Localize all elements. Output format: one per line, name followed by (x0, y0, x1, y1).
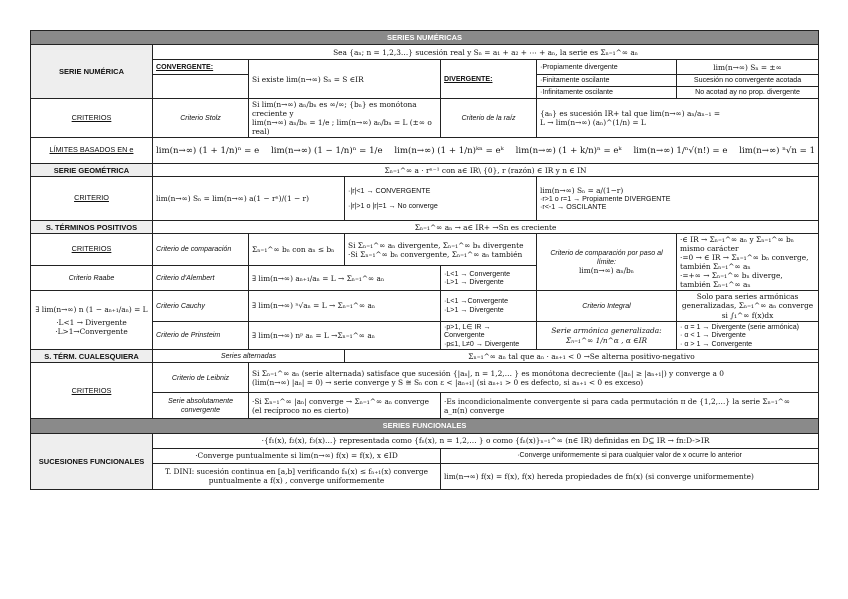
convergente-label: CONVERGENTE: (153, 60, 249, 75)
geometrica-case-right-0: lim(n→∞) Sₙ = a/(1−r) (540, 185, 624, 195)
paso-case-0: ·∈ IR → Σₙ₌₁^∞ aₙ y Σₙ₌₁^∞ bₙ mismo carácter (680, 235, 794, 254)
limite-formula-3: lim(n→∞) (1 + k/n)ⁿ = eᵏ (515, 145, 622, 156)
comparacion-res-0: Si Σₙ₌₁^∞ aₙ divergente, Σₙ₌₁^∞ bₙ divergente (348, 240, 524, 250)
geometrica-definition: Σₙ₌₁^∞ a · rⁿ⁻¹ con a∈ IR\ {0}, r (razón) ∈ IR y n ∈ IN (153, 164, 819, 177)
cauchy-case-0: ·L<1 →Convergente (444, 297, 509, 306)
prinsteim-formula: ∃ lim(n→∞) nᵖ aₙ = L →Σₙ₌₁^∞ aₙ (249, 321, 441, 350)
raabe-formula: ∃ lim(n→∞) n (1 − aₙ₊₁/aₙ) = L (35, 304, 148, 314)
raiz-text-1: {aₙ} es sucesión IR+ tal que lim(n→∞) aₙ/aₙ₋₁ = (540, 109, 721, 119)
limite-formula-4: lim(n→∞) 1/ⁿ√(n!) = e (633, 145, 728, 156)
geometrica-case-right-1: ·r>1 o r=1 → Propiamente DIVERGENTE (540, 194, 671, 203)
armonica-case-0: · α = 1 → Divergente (serie armónica) (680, 322, 800, 331)
paso-limite-formula: lim(n→∞) aₙ/bₙ (579, 266, 634, 276)
paso-limite-cases (677, 234, 819, 291)
alternadas-definition: Σₙ₌₁^∞ aₙ tal que aₙ · aₙ₊₁ < 0 →Se alterna positivo-negativo (345, 350, 819, 363)
stolz-text (249, 99, 441, 138)
label-criterios-positivos: CRITERIOS (31, 234, 153, 266)
armonica-case-2: · α > 1 → Convergente (680, 339, 753, 348)
label-serie-numerica: SERIE NUMÉRICA (31, 45, 153, 99)
leibniz-text-2: (lim(n→∞) |aₙ| = 0) → serie converge y S ≅ Sₙ con ε < |aₙ₊₁| (si aₙ₊₁ > 0 es defecto, si aₙ₊₁ < 0 es exceso) (252, 377, 644, 387)
limite-formula-5: lim(n→∞) ⁿ√n = 1 (739, 145, 816, 156)
convergente-spacer (153, 75, 249, 99)
funcionales-hereda: lim(n→∞) f(x) = f(x), f(x) hereda propiedades de fn(x) (si converge uniformemente) (441, 463, 819, 489)
funcionales-puntual: ·Converge puntualmente si lim(n→∞) f(x) = f(x), x ∈ID (153, 448, 441, 463)
dalembert-case-1: ·L>1 → Divergente (444, 278, 504, 287)
geometrica-case-mid-1: ·|r|>1 o |r|=1 → No converge (348, 201, 438, 210)
raiz-text (537, 99, 819, 138)
div-item-desc-2: No acotad ay no prop. divergente (677, 87, 819, 99)
absoluta-text: ·Si Σₙ₌₁^∞ |aₙ| converge → Σₙ₌₁^∞ aₙ converge (el recíproco no es cierto) (249, 393, 441, 419)
comparacion-cond: Σₙ₌₁^∞ bₙ con aₙ ≤ bₙ (249, 234, 345, 266)
incondicional-text: ·Es incondicionalmente convergente si para cada permutación π de {1,2,…} la serie Σₙ₌₁^∞ a_π(n) converge (441, 393, 819, 419)
label-limites: LÍMITES BASADOS EN e (31, 138, 153, 164)
title-series-numericas: SERIES NUMÉRICAS (31, 31, 819, 45)
series-alternadas: Series alternadas (153, 350, 345, 363)
divergente-label: DIVERGENTE: (441, 60, 537, 99)
leibniz-text (249, 363, 819, 393)
label-criterios-cualesquiera: CRITERIOS (31, 363, 153, 419)
stolz-name: Criterio Stolz (153, 99, 249, 138)
geometrica-cases-mid (345, 177, 537, 221)
label-criterios-1: CRITERIOS (31, 99, 153, 138)
leibniz-name: Criterio de Leibniz (153, 363, 249, 393)
prinsteim-name: Criterio de Prinsteim (153, 321, 249, 350)
div-item-name-1: ·Finitamente oscilante (537, 75, 677, 87)
limite-formula-0: lim(n→∞) (1 + 1/n)ⁿ = e (156, 145, 260, 156)
paso-limite-name (537, 234, 677, 291)
funcionales-uniforme: ·Converge uniformemente si para cualquier valor de x ocurre lo anterior (441, 448, 819, 463)
comparacion-res (345, 234, 537, 266)
geometrica-case-right-2: ·r<-1 → OSCILANTE (540, 203, 607, 212)
limites-formulas (153, 138, 819, 164)
div-item-name-0: ·Propiamente divergente (537, 60, 677, 75)
positivos-definition: Σₙ₌₁^∞ aₙ → a∈ IR+ →Sn es creciente (153, 221, 819, 234)
limite-formula-2: lim(n→∞) (1 + 1/n)ᵏⁿ = eᵏ (394, 145, 504, 156)
raabe-case-0: ·L<1 → Divergente (56, 317, 127, 327)
integral-name: Criterio Integral (537, 291, 677, 321)
stolz-text-2: lim(n→∞) aₙ/bₙ = 1/e ; lim(n→∞) aₙ/bₙ = L (±∞ o real) (252, 118, 432, 137)
prinsteim-case-0: ·p>1, L∈ IR → Convergente (444, 322, 491, 340)
label-sucesiones-funcionales: SUCESIONES FUNCIONALES (31, 433, 153, 489)
label-criterio-geometrica: CRITERIO (31, 177, 153, 221)
raabe-block (31, 291, 153, 350)
div-item-desc-0: lim(n→∞) Sₙ = ±∞ (677, 60, 819, 75)
paso-case-2: ·=+∞ → Σₙ₌₁^∞ bₙ diverge, también Σₙ₌₁^∞ aₙ (680, 271, 783, 290)
armonica-case-1: · α < 1 → Divergente (680, 331, 746, 340)
series-table (30, 30, 819, 490)
raabe-case-1: ·L>1→Convergente (55, 326, 128, 336)
paso-case-1: ·=0 → ∈ IR → Σₙ₌₁^∞ bₙ converge, también Σₙ₌₁^∞ aₙ (680, 253, 809, 272)
prinsteim-cases (441, 321, 537, 350)
limite-formula-1: lim(n→∞) (1 − 1/n)ⁿ = 1/e (270, 145, 383, 156)
dalembert-cases (441, 266, 537, 291)
funcionales-dini: T. DINI: sucesión continua en [a,b] verificando fₙ(x) ≤ fₙ₊₁(x) converge puntualmente a f(x) , converge uniformemente (153, 463, 441, 489)
dalembert-formula: ∃ lim(n→∞) aₙ₊₁/aₙ = L → Σₙ₌₁^∞ aₙ (249, 266, 441, 291)
prinsteim-case-1: ·p≤1, L≠0 → Divergente (444, 339, 520, 348)
label-terminos-cualesquiera: S. TÉRM. CUALESQUIERA (31, 350, 153, 363)
geometrica-cases-right (537, 177, 819, 221)
paso-limite-label: Criterio de comparación por paso al límite: (550, 249, 663, 266)
absoluta-name: Serie absolutamente convergente (153, 393, 249, 419)
dalembert-name: Criterio d'Alembert (153, 266, 249, 291)
geometrica-case-mid-0: ·|r|<1 → CONVERGENTE (348, 187, 431, 196)
label-terminos-positivos: S. TÉRMINOS POSITIVOS (31, 221, 153, 234)
cauchy-cases (441, 291, 537, 321)
armonica-name: Serie armónica generalizada: Σₙ₌₁^∞ 1/n^α , α ∈IR (537, 321, 677, 350)
cauchy-formula: ∃ lim(n→∞) ⁿ√aₙ = L → Σₙ₌₁^∞ aₙ (249, 291, 441, 321)
funcionales-def: ·{f₁(x), f₂(x), f₃(x)…} representada como {fₙ(x), n = 1,2,… } o como {fₙ(x)}ₙ₌₁^∞ (n∈ IR) definidas en D⊆ IR → fn:D->IR (153, 433, 819, 448)
serie-numerica-definition: Sea {aₙ; n = 1,2,3…} sucesión real y Sₙ = a₁ + a₂ + ⋯ + aₙ, la serie es Σₙ₌₁^∞ aₙ (153, 45, 819, 60)
title-series-funcionales: SERIES FUNCIONALES (31, 419, 819, 433)
comparacion-res-1: ·Si Σₙ₌₁^∞ bₙ convergente, Σₙ₌₁^∞ aₙ también (348, 249, 523, 259)
cauchy-case-1: ·L>1 → Divergente (444, 306, 504, 314)
dalembert-case-0: ·L<1 → Convergente (444, 269, 511, 278)
formula-sheet (30, 30, 818, 570)
raiz-name: Criterio de la raíz (441, 99, 537, 138)
div-item-desc-1: Sucesión no convergente acotada (677, 75, 819, 87)
label-serie-geometrica: SERIE GEOMÉTRICA (31, 164, 153, 177)
cauchy-name: Criterio Cauchy (153, 291, 249, 321)
convergente-text: Si existe lim(n→∞) Sₙ = S ∈IR (249, 60, 441, 99)
raiz-text-2: L → lim(n→∞) (aₙ)^(1/n) = L (540, 118, 646, 128)
integral-text: Solo para series armónicas generalizadas, Σₙ₌₁^∞ aₙ converge si ∫₁^∞ f(x)dx (677, 291, 819, 321)
raabe-name: Criterio Raabe (31, 266, 153, 291)
armonica-cases (677, 321, 819, 350)
div-item-name-2: ·Infinitamente oscilante (537, 87, 677, 99)
comparacion-name: Criterio de comparación (153, 234, 249, 266)
geometrica-formula: lim(n→∞) Sₙ = lim(n→∞) a(1 − rⁿ)/(1 − r) (153, 177, 345, 221)
stolz-text-1: Si lim(n→∞) aₙ/bₙ es ∞/∞; {bₙ} es monótona creciente y (252, 100, 417, 119)
leibniz-text-1: Si Σₙ₌₁^∞ aₙ (serie alternada) satisface que sucesión {|aₙ|, n = 1,2,… } es monótona decreciente (|aₙ| ≥ |aₙ₊₁|) y converge a 0 (252, 368, 724, 378)
